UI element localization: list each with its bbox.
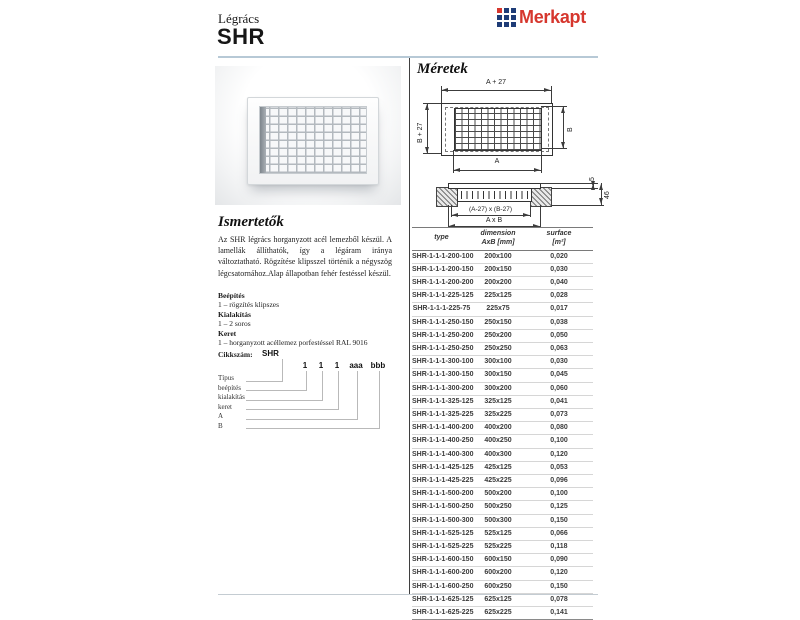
- cell-type: SHR-1-1-1-500-300: [412, 514, 471, 527]
- cell-surface: 0,118: [525, 540, 593, 553]
- column-divider: [409, 58, 410, 594]
- table-row: [412, 382, 593, 395]
- product-photo: [215, 66, 401, 205]
- cell-surface: 0,080: [525, 422, 593, 435]
- cell-surface: 0,030: [525, 356, 593, 369]
- header-type: type: [412, 228, 471, 251]
- cell-dimension: 600x150: [471, 554, 525, 567]
- cell-surface: 0,066: [525, 527, 593, 540]
- table-row: [412, 263, 593, 276]
- table-row: [412, 554, 593, 567]
- legend-a: A: [218, 412, 224, 420]
- table-header-row: [412, 228, 593, 251]
- cell-type: SHR-1-1-1-250-250: [412, 342, 471, 355]
- table-row: [412, 408, 593, 421]
- table-row: [412, 567, 593, 580]
- header-surface: surface [m²]: [525, 228, 593, 251]
- cell-dimension: 250x150: [471, 316, 525, 329]
- cell-dimension: 200x200: [471, 276, 525, 289]
- spec-label: Beépítés: [218, 291, 245, 300]
- dim-depth-label: 46: [604, 191, 611, 199]
- ext-line: [551, 205, 604, 206]
- grille-grid: [259, 106, 367, 174]
- front-view-grille: [454, 108, 542, 151]
- code-connector: [246, 371, 380, 429]
- spec-value: 1 – rögzítés klipszes: [218, 300, 280, 310]
- cell-surface: 0,090: [525, 554, 593, 567]
- cell-type: SHR-1-1-1-300-100: [412, 356, 471, 369]
- cell-type: SHR-1-1-1-200-100: [412, 250, 471, 263]
- cell-dimension: 200x100: [471, 250, 525, 263]
- table-row: [412, 501, 593, 514]
- cell-surface: 0,120: [525, 567, 593, 580]
- cell-dimension: 400x300: [471, 448, 525, 461]
- table-row: [412, 580, 593, 593]
- about-text: Az SHR légrács horganyzott acél lemezből készül. A lamellák állíthatók, így a légáram iránya változtatható. Rögzítése klipsszel történik a négyszög légcsatornához.Alap állapotban fehér festéssel készül.: [218, 235, 392, 278]
- code-label: Cikkszám:: [218, 350, 253, 359]
- cell-type: SHR-1-1-1-500-250: [412, 501, 471, 514]
- cell-surface: 0,030: [525, 263, 593, 276]
- table-row: [412, 540, 593, 553]
- cell-surface: 0,100: [525, 488, 593, 501]
- cell-type: SHR-1-1-1-325-125: [412, 395, 471, 408]
- cell-type: SHR-1-1-1-600-200: [412, 567, 471, 580]
- cell-surface: 0,038: [525, 316, 593, 329]
- spec-value: 1 – horganyzott acéllemez porfestéssel RAL 9016: [218, 337, 368, 347]
- dim-line-depth: [601, 183, 602, 205]
- legend-beepites: beépítés: [218, 384, 241, 392]
- dim-right-label: B: [567, 127, 574, 132]
- dim-bottom-label: A: [494, 158, 500, 165]
- cell-type: SHR-1-1-1-200-200: [412, 276, 471, 289]
- duct-wall-left: [436, 187, 458, 207]
- cell-type: SHR-1-1-1-425-225: [412, 474, 471, 487]
- cell-surface: 0,041: [525, 395, 593, 408]
- dim-flange-label: 5: [589, 177, 596, 181]
- cell-surface: 0,040: [525, 276, 593, 289]
- dim-line-right: [563, 106, 564, 149]
- table-row: [412, 276, 593, 289]
- header-rule: [218, 56, 598, 58]
- cell-type: SHR-1-1-1-625-125: [412, 593, 471, 606]
- spec-value: 1 – 2 soros: [218, 319, 251, 329]
- cell-dimension: 500x200: [471, 488, 525, 501]
- cell-dimension: 500x300: [471, 514, 525, 527]
- front-view-outline: [441, 103, 553, 156]
- cell-dimension: 425x225: [471, 474, 525, 487]
- code-token: aaa: [349, 361, 363, 370]
- cell-surface: 0,073: [525, 408, 593, 421]
- cell-type: SHR-1-1-1-600-150: [412, 554, 471, 567]
- cell-surface: 0,020: [525, 250, 593, 263]
- cell-type: SHR-1-1-1-250-150: [412, 316, 471, 329]
- cell-surface: 0,150: [525, 580, 593, 593]
- cell-type: SHR-1-1-1-525-125: [412, 527, 471, 540]
- dimensions-table-body: [412, 250, 593, 620]
- duct-wall-right: [530, 187, 552, 207]
- cell-dimension: 250x250: [471, 342, 525, 355]
- table-row: [412, 356, 593, 369]
- cell-type: SHR-1-1-1-425-125: [412, 461, 471, 474]
- dim-overall-label: A x B: [485, 217, 503, 224]
- code-token: 1: [302, 361, 308, 370]
- table-row: [412, 448, 593, 461]
- cell-dimension: 225x125: [471, 290, 525, 303]
- cell-dimension: 400x250: [471, 435, 525, 448]
- table-row: [412, 514, 593, 527]
- cell-surface: 0,120: [525, 448, 593, 461]
- table-row: [412, 342, 593, 355]
- dim-line-neck: [451, 215, 530, 216]
- cell-dimension: 425x125: [471, 461, 525, 474]
- cell-surface: 0,045: [525, 369, 593, 382]
- cell-surface: 0,141: [525, 606, 593, 619]
- dim-neck-label: (A-27) x (B-27): [469, 206, 512, 213]
- cell-surface: 0,060: [525, 382, 593, 395]
- cell-type: SHR-1-1-1-325-225: [412, 408, 471, 421]
- table-row: [412, 488, 593, 501]
- cell-type: SHR-1-1-1-500-200: [412, 488, 471, 501]
- table-row: [412, 329, 593, 342]
- cell-type: SHR-1-1-1-600-250: [412, 580, 471, 593]
- cell-dimension: 300x200: [471, 382, 525, 395]
- table-row: [412, 395, 593, 408]
- cell-dimension: 200x150: [471, 263, 525, 276]
- cell-dimension: 225x75: [471, 303, 525, 316]
- grille-frame: [247, 97, 379, 185]
- cell-dimension: 525x225: [471, 540, 525, 553]
- spec-label: Kialakítás: [218, 309, 251, 319]
- cell-surface: 0,017: [525, 303, 593, 316]
- dim-left-label: B + 27: [417, 122, 424, 143]
- dimensions-heading: Méretek: [417, 61, 468, 77]
- page-title: SHR: [217, 24, 265, 49]
- cell-dimension: 500x250: [471, 501, 525, 514]
- dim-line-top: [441, 90, 551, 91]
- code-token: bbb: [370, 361, 386, 370]
- legend-tipus: Típus: [218, 374, 234, 382]
- cell-surface: 0,150: [525, 514, 593, 527]
- logo-text: Merkapt: [519, 7, 586, 27]
- cell-surface: 0,096: [525, 474, 593, 487]
- cell-surface: 0,063: [525, 342, 593, 355]
- table-row: [412, 461, 593, 474]
- cell-surface: 0,050: [525, 329, 593, 342]
- legend-kialakitas: kialakítás: [218, 393, 245, 401]
- legend-keret: keret: [218, 403, 232, 411]
- cell-type: SHR-1-1-1-400-250: [412, 435, 471, 448]
- cell-dimension: 300x100: [471, 356, 525, 369]
- dimensions-table: [412, 227, 593, 620]
- spec-label: Keret: [218, 328, 237, 338]
- code-base: SHR: [262, 349, 279, 358]
- table-row: [412, 316, 593, 329]
- table-row: [412, 250, 593, 263]
- table-row: [412, 593, 593, 606]
- logo-grid-icon: [497, 8, 516, 27]
- cell-dimension: 600x200: [471, 567, 525, 580]
- cell-type: SHR-1-1-1-525-225: [412, 540, 471, 553]
- cell-dimension: 525x125: [471, 527, 525, 540]
- table-row: [412, 422, 593, 435]
- code-token: 1: [318, 361, 324, 370]
- cell-dimension: 300x150: [471, 369, 525, 382]
- cell-dimension: 325x225: [471, 408, 525, 421]
- dim-top-label: A + 27: [485, 79, 507, 86]
- code-token: 1: [334, 361, 340, 370]
- header-dimension: dimension AxB [mm]: [471, 228, 525, 251]
- cell-type: SHR-1-1-1-225-125: [412, 290, 471, 303]
- about-heading: Ismertetők: [218, 214, 284, 230]
- cell-surface: 0,053: [525, 461, 593, 474]
- dim-line-flange: [593, 183, 594, 188]
- cell-surface: 0,078: [525, 593, 593, 606]
- table-row: [412, 435, 593, 448]
- table-row: [412, 606, 593, 619]
- grille-shade: [260, 107, 266, 173]
- legend-b: B: [218, 422, 223, 430]
- cell-surface: 0,028: [525, 290, 593, 303]
- cell-dimension: 625x125: [471, 593, 525, 606]
- cell-type: SHR-1-1-1-625-225: [412, 606, 471, 619]
- product-category: Légrács: [218, 11, 260, 26]
- cell-type: SHR-1-1-1-400-300: [412, 448, 471, 461]
- cell-dimension: 250x200: [471, 329, 525, 342]
- cell-surface: 0,125: [525, 501, 593, 514]
- table-row: [412, 474, 593, 487]
- spec-list: [218, 291, 398, 347]
- table-row: [412, 303, 593, 316]
- table-row: [412, 369, 593, 382]
- merkapt-logo: [497, 7, 586, 28]
- cell-type: SHR-1-1-1-300-150: [412, 369, 471, 382]
- table-row: [412, 290, 593, 303]
- cell-type: SHR-1-1-1-400-200: [412, 422, 471, 435]
- cell-type: SHR-1-1-1-200-150: [412, 263, 471, 276]
- dim-line-left: [427, 103, 428, 154]
- table-row: [412, 527, 593, 540]
- cell-dimension: 400x200: [471, 422, 525, 435]
- dim-line-bottom: [453, 170, 541, 171]
- cell-surface: 0,100: [525, 435, 593, 448]
- cell-dimension: 600x250: [471, 580, 525, 593]
- cell-dimension: 625x225: [471, 606, 525, 619]
- ext-line: [540, 183, 598, 184]
- cell-type: SHR-1-1-1-225-75: [412, 303, 471, 316]
- cell-type: SHR-1-1-1-300-200: [412, 382, 471, 395]
- section-lamellae: [457, 188, 532, 202]
- cell-dimension: 325x125: [471, 395, 525, 408]
- cell-type: SHR-1-1-1-250-200: [412, 329, 471, 342]
